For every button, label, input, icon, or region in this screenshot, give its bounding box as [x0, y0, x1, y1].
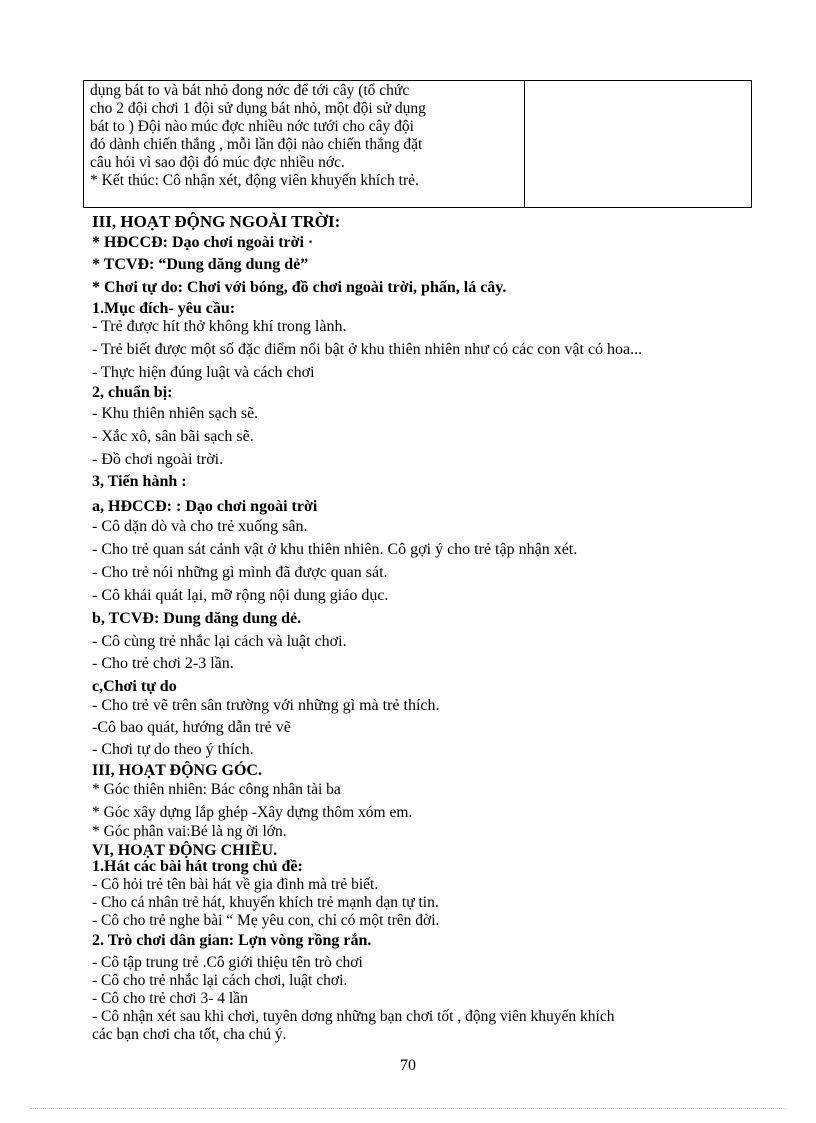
- text-line: - Cô hỏi trẻ tên bài hát về gia đình mà trẻ biết.: [92, 876, 379, 893]
- text-line: - Cô dặn dò và cho trẻ xuống sân.: [92, 518, 308, 535]
- subheading-preparation: 2, chuẩn bị:: [92, 384, 173, 401]
- section-heading-afternoon: VI, HOẠT ĐỘNG CHIỀU.: [92, 842, 278, 859]
- text-line: các bạn chơi cha tốt, cha chú ý.: [92, 1026, 287, 1043]
- table-line: đó dành chiến thắng , mỗi lần đội nào chiến thắng đặt: [90, 136, 423, 153]
- table-left-cell: [90, 82, 518, 190]
- table-column-divider: [524, 81, 525, 207]
- text-line: - Cô nhận xét sau khi chơi, tuyên dơng những bạn chơi tốt , động viên khuyến khích: [92, 1008, 615, 1025]
- subheading-game: b, TCVĐ: Dung dăng dung dẻ.: [92, 610, 302, 627]
- text-line: - Cho trẻ vẽ trên sân trường với những gì mà trẻ thích.: [92, 697, 440, 714]
- subheading-objectives: 1.Mục đích- yêu cầu:: [92, 300, 236, 317]
- text-line: - Cô cùng trẻ nhắc lại cách và luật chơi.: [92, 633, 347, 650]
- text-line: - Cô cho trẻ chơi 3- 4 lần: [92, 990, 248, 1007]
- text-line: - Cô khái quát lại, mỡ rộng nội dung giáo dục.: [92, 587, 389, 604]
- table-line: câu hỏi vì sao đội đó múc đợc nhiều nớc.: [90, 154, 345, 171]
- section-heading-outdoor: III, HOẠT ĐỘNG NGOÀI TRỜI:: [92, 212, 341, 231]
- text-line: - Cô tập trung trẻ .Cô giới thiệu tên trò chơi: [92, 954, 363, 971]
- text-line: - Cho trẻ nói những gì mình đã được quan sát.: [92, 564, 388, 581]
- subheading-folk-game: 2. Trò chơi dân gian: Lợn vòng rồng rắn.: [92, 932, 372, 949]
- text-line: - Cô cho trẻ nghe bài “ Mẹ yêu con, chỉ có một trên đời.: [92, 912, 440, 929]
- text-line: - Xắc xô, sân bãi sạch sẽ.: [92, 428, 254, 445]
- text-line: - Chơi tự do theo ý thích.: [92, 741, 254, 758]
- table-line: * Kết thúc: Cô nhận xét, động viên khuyến khích trẻ.: [90, 172, 419, 189]
- subheading-walk: a, HĐCCĐ: : Dạo chơi ngoài trời: [92, 498, 318, 515]
- activity-table: [83, 80, 752, 208]
- text-line: - Cho trẻ quan sát cảnh vật ở khu thiên nhiên. Cô gợi ý cho trẻ tập nhận xét.: [92, 541, 578, 558]
- page-number: 70: [400, 1057, 416, 1074]
- text-line: * Góc phân vai:Bé là ng ời lớn.: [92, 823, 287, 840]
- table-line: dụng bát to và bát nhỏ đong nớc để tới cây (tổ chức: [90, 82, 410, 99]
- text-line: - Cho trẻ chơi 2-3 lần.: [92, 655, 234, 672]
- outdoor-game: * TCVĐ: “Dung dăng dung dẻ”: [92, 256, 309, 273]
- text-line: - Thực hiện đúng luật và cách chơi: [92, 364, 315, 381]
- subheading-procedure: 3, Tiến hành :: [92, 473, 187, 490]
- text-line: - Đồ chơi ngoài trời.: [92, 451, 224, 468]
- text-line: - Trẻ biết được một số đặc điểm nổi bật ở khu thiên nhiên như có các con vật có hoa...: [92, 341, 643, 358]
- section-heading-corners: III, HOẠT ĐỘNG GÓC.: [92, 762, 262, 779]
- text-line: * Góc thiên nhiên: Bác công nhân tài ba: [92, 781, 341, 798]
- table-line: bát to ) Đội nào múc đợc nhiều nớc tưới cho cây đội: [90, 118, 414, 135]
- text-line: - Cô cho trẻ nhắc lại cách chơi, luật chơi.: [92, 972, 348, 989]
- outdoor-free-play: * Chơi tự do: Chơi với bóng, đồ chơi ngoài trời, phấn, lá cây.: [92, 279, 507, 296]
- page-bottom-rule: [30, 1108, 786, 1109]
- text-line: -Cô bao quát, hướng dẫn trẻ vẽ: [92, 719, 291, 736]
- table-line: cho 2 đội chơi 1 đội sử dụng bát nhỏ, một đội sử dụng: [90, 100, 426, 117]
- text-line: - Khu thiên nhiên sạch sẽ.: [92, 405, 259, 422]
- text-line: * Góc xây dựng lắp ghép -Xây dựng thôm xóm em.: [92, 804, 413, 821]
- subheading-free-play: c,Chơi tự do: [92, 678, 177, 695]
- text-line: - Cho cá nhân trẻ hát, khuyến khích trẻ mạnh dạn tự tin.: [92, 894, 439, 911]
- outdoor-main-activity: * HĐCCĐ: Dạo chơi ngoài trời ·: [92, 234, 314, 251]
- subheading-songs: 1.Hát các bài hát trong chủ đề:: [92, 858, 303, 875]
- text-line: - Trẻ được hít thở không khí trong lành.: [92, 318, 347, 335]
